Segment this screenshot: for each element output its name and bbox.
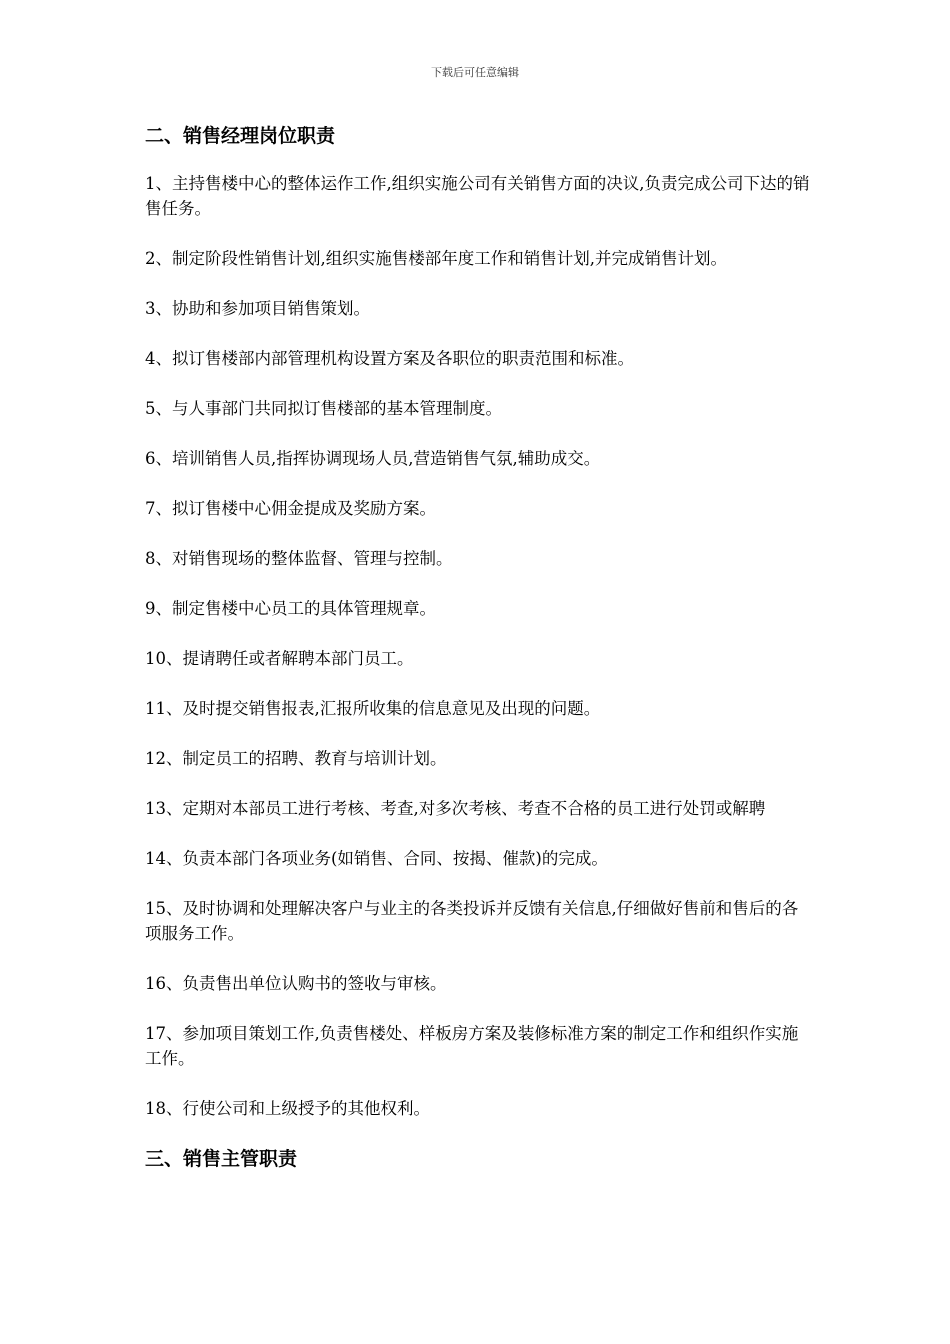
duty-item-3: 3、协助和参加项目销售策划。 bbox=[145, 299, 370, 318]
duty-item-12: 12、制定员工的招聘、教育与培训计划。 bbox=[145, 749, 447, 768]
duty-item-5: 5、与人事部门共同拟订售楼部的基本管理制度。 bbox=[145, 399, 502, 418]
duty-item-11: 11、及时提交销售报表,汇报所收集的信息意见及出现的问题。 bbox=[145, 699, 601, 718]
duty-item-6: 6、培训销售人员,指挥协调现场人员,营造销售气氛,辅助成交。 bbox=[145, 449, 601, 468]
section-heading-sales-manager: 二、销售经理岗位职责 bbox=[145, 125, 336, 147]
duty-item-13: 13、定期对本部员工进行考核、考查,对多次考核、考查不合格的员工进行处罚或解聘 bbox=[145, 799, 766, 818]
page-header-note: 下载后可任意编辑 bbox=[431, 66, 519, 79]
document-body bbox=[145, 123, 813, 1172]
duty-item-4: 4、拟订售楼部内部管理机构设置方案及各职位的职责范围和标准。 bbox=[145, 349, 634, 368]
duty-item-10: 10、提请聘任或者解聘本部门员工。 bbox=[145, 649, 414, 668]
duty-item-18: 18、行使公司和上级授予的其他权利。 bbox=[145, 1099, 430, 1118]
duty-item-1: 1、主持售楼中心的整体运作工作,组织实施公司有关销售方面的决议,负责完成公司下达的销售任务。 bbox=[145, 174, 810, 218]
duty-item-7: 7、拟订售楼中心佣金提成及奖励方案。 bbox=[145, 499, 436, 518]
duty-item-15: 15、及时协调和处理解决客户与业主的各类投诉并反馈有关信息,仔细做好售前和售后的各项服务工作。 bbox=[145, 899, 799, 943]
section-heading-sales-supervisor: 三、销售主管职责 bbox=[145, 1148, 298, 1170]
duty-item-9: 9、制定售楼中心员工的具体管理规章。 bbox=[145, 599, 436, 618]
duty-item-14: 14、负责本部门各项业务(如销售、合同、按揭、催款)的完成。 bbox=[145, 849, 608, 868]
duty-item-17: 17、参加项目策划工作,负责售楼处、样板房方案及装修标准方案的制定工作和组织作实施工作。 bbox=[145, 1024, 799, 1068]
duty-item-16: 16、负责售出单位认购书的签收与审核。 bbox=[145, 974, 447, 993]
duty-item-8: 8、对销售现场的整体监督、管理与控制。 bbox=[145, 549, 453, 568]
duty-item-2: 2、制定阶段性销售计划,组织实施售楼部年度工作和销售计划,并完成销售计划。 bbox=[145, 249, 727, 268]
